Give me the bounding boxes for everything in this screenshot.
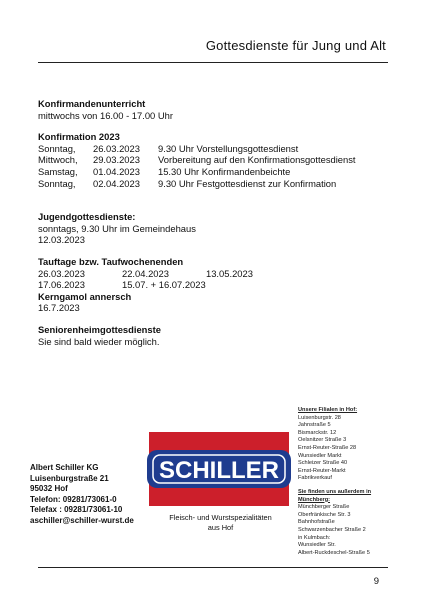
ad-tagline-line2: aus Hof [207,522,234,532]
baptism-dates-row [38,268,388,280]
confirmation-date: 01.04.2023 [93,165,140,177]
page-number: 9 [373,576,379,587]
baptism-date: 22.04.2023 [122,267,169,279]
ad-tagline-line1: Fleisch- und Wurstspezialitäten [169,513,272,522]
schiller-logo-text: SCHILLER [159,457,279,484]
ad-branches-heading: Unsere Filialen in Hof: [298,407,358,413]
ad-company-name: Albert Schiller KG [30,463,99,472]
ad-other-branch: Bahnhofstraße [298,519,335,526]
ad-branch: Ernst-Reuter-Straße 28 [298,444,357,451]
ad-branch-list [298,407,398,557]
confirmation-day: Mittwoch, [38,154,78,166]
baptism-date: 17.06.2023 [38,279,85,291]
confirmand-class-time: mittwochs von 16.00 - 17.00 Uhr [38,109,173,121]
ad-other-branch: Oberfränkische Str. 3 [298,511,351,518]
ad-street: Luisenburgstraße 21 [30,473,109,483]
confirmation-date: 02.04.2023 [93,177,140,189]
confirmation-date: 29.03.2023 [93,154,140,166]
baptism-date: 15.07. + 16.07.2023 [122,279,206,291]
seniors-heading: Seniorenheimgottesdienste [38,323,161,335]
confirmand-class-heading: Konfirmandenunterricht [38,98,146,109]
confirmation-heading: Konfirmation 2023 [38,131,120,143]
header-divider [38,62,388,63]
ad-fax: Telefax : 09281/73061-10 [30,505,123,515]
confirmation-event: 9.30 Uhr Vorstellungsgottesdienst [158,142,299,154]
ad-other-branch: Schwarzenbacher Straße 2 [298,526,366,533]
ad-other-branch: Münchberger Straße [298,504,350,511]
butcher-advertisement [30,403,396,558]
baptism-dates-row [38,279,388,291]
confirmation-row [38,178,388,190]
baptism-heading: Tauftage bzw. Taufwochenenden [38,255,184,267]
ad-tagline [148,513,293,532]
schiller-logo [145,428,293,510]
ad-branch: Jahnstraße 5 [298,422,331,429]
baptism-date: 13.05.2023 [206,267,253,279]
confirmation-day: Sonntag, [38,142,76,154]
special-baptism-date: 16.7.2023 [38,302,80,314]
seniors-note: Sie sind bald wieder möglich. [38,335,160,347]
baptism-date: 26.03.2023 [38,267,85,279]
ad-branch: Luisenburgstr. 28 [298,414,341,421]
ad-address-block [30,463,134,527]
ad-other-heading: Sie finden uns außerdem in Münchberg: [298,488,372,503]
confirmation-row [38,166,388,178]
ad-email: aschiller@schiller-wurst.de [30,515,134,525]
ad-branch: Wunsiedler Markt [298,452,342,459]
youth-services-heading: Jugendgottesdienste: [38,211,136,223]
footer-divider [38,567,388,568]
ad-city: 95032 Hof [30,484,68,494]
special-baptism-heading: Kerngamol annersch [38,290,132,302]
youth-services-time: sonntags, 9.30 Uhr im Gemeindehaus [38,222,196,234]
services-content [38,98,388,347]
ad-other-branch: Wunsiedler Str. [298,542,336,549]
confirmation-event: Vorbereitung auf den Konfirmationsgottesdienst [158,154,356,166]
confirmation-day: Samstag, [38,165,78,177]
confirmation-row [38,154,388,166]
ad-other-branch: Albert-Ruckdeschel-Straße 5 [298,549,370,556]
ad-phone: Telefon: 09281/73061-0 [30,494,117,504]
confirmation-event: 9.30 Uhr Festgottesdienst zur Konfirmation [158,177,337,189]
ad-branch: Fabrikverkauf [298,475,332,482]
ad-branch: Bismarckstr. 12 [298,429,337,436]
ad-branch: Schleizer Straße 40 [298,460,348,467]
confirmation-date: 26.03.2023 [93,142,140,154]
confirmation-day: Sonntag, [38,177,76,189]
youth-services-date: 12.03.2023 [38,234,85,246]
ad-branch: Oelsnitzer Straße 3 [298,437,347,444]
confirmation-event: 15.30 Uhr Konfirmandenbeichte [158,165,291,177]
page-header-title: Gottesdienste für Jung und Alt [205,38,386,53]
confirmation-row [38,143,388,155]
ad-branch: Ernst-Reuter-Markt [298,467,346,474]
ad-other-branch: in Kulmbach: [298,534,331,541]
